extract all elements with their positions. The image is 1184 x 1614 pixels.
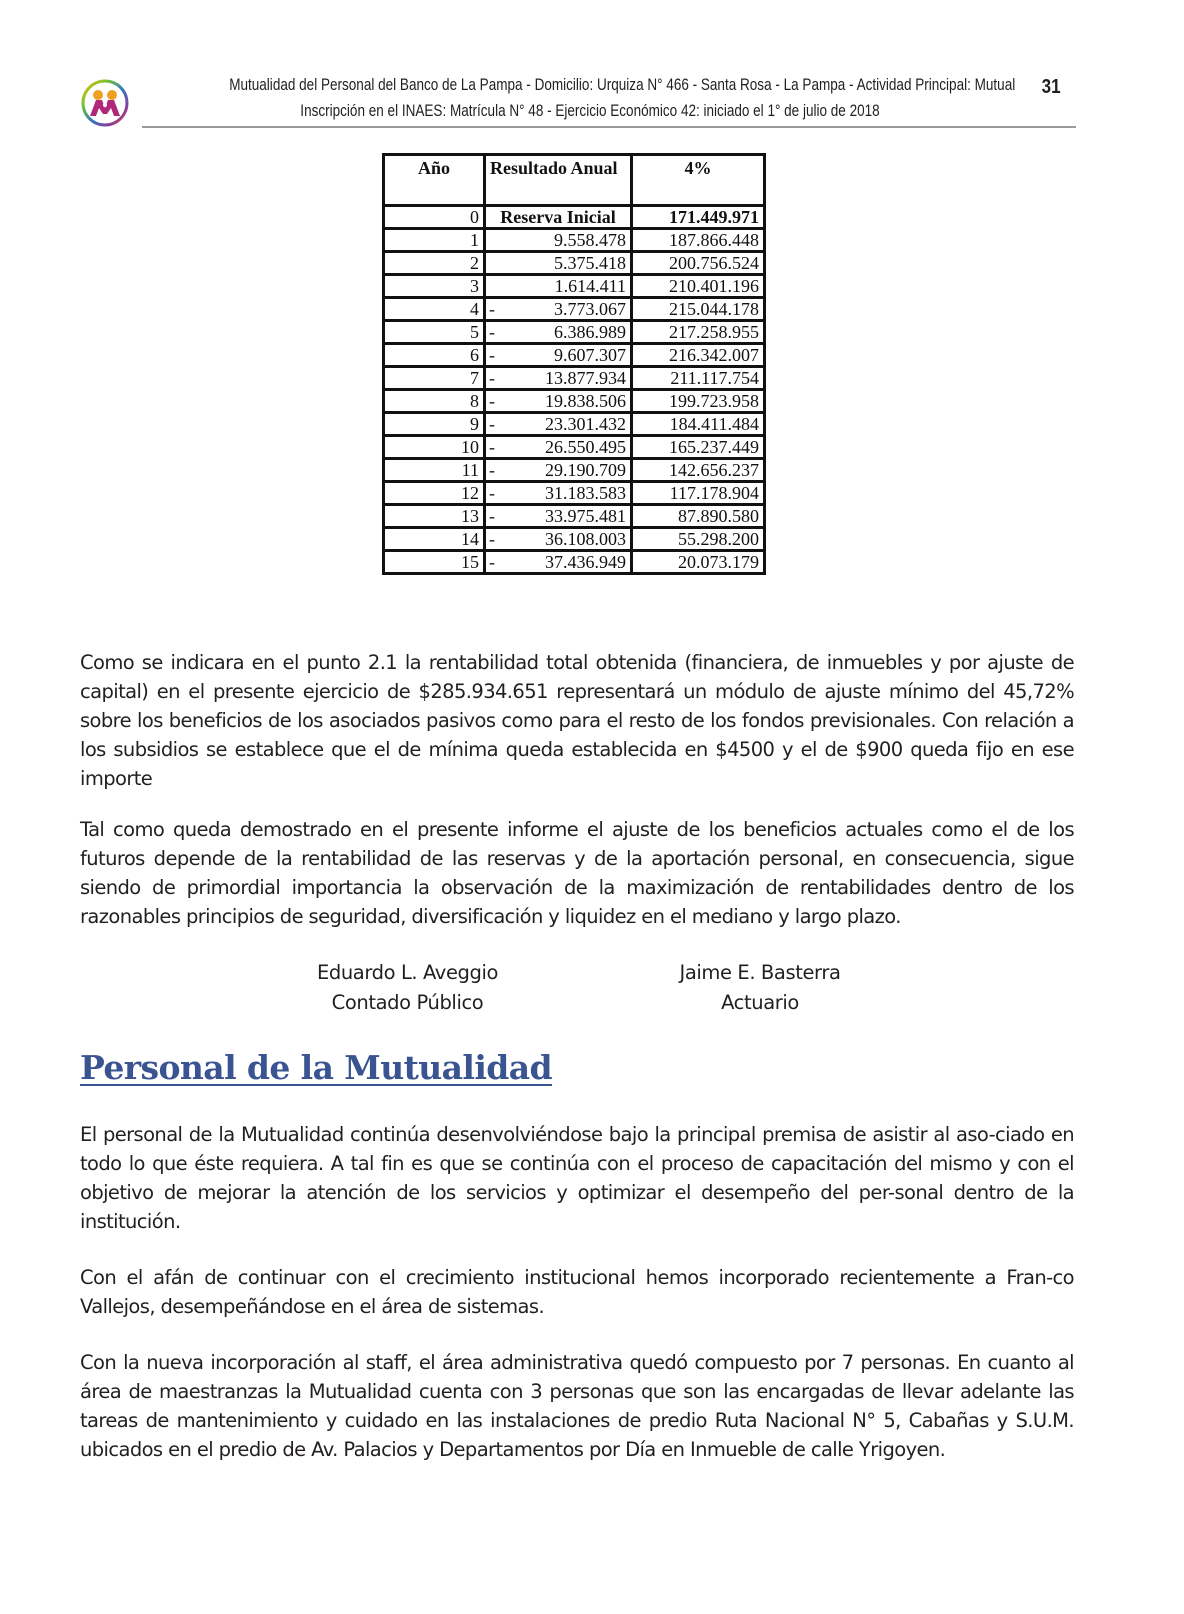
- annual-result-value: 37.436.949: [545, 552, 626, 572]
- year-cell: 3: [384, 275, 485, 298]
- annual-result-value: 29.190.709: [545, 460, 626, 480]
- reserve-value-cell: 217.258.955: [632, 321, 765, 344]
- table-header-row: [384, 155, 765, 206]
- annual-result-cell: [485, 252, 632, 275]
- annual-result-cell: [485, 344, 632, 367]
- table-row: [384, 390, 765, 413]
- signature-block-accountant: [300, 958, 515, 1018]
- negative-sign: -: [489, 391, 495, 411]
- annual-result-cell: [485, 528, 632, 551]
- table-row: [384, 275, 765, 298]
- reserve-value-cell: 142.656.237: [632, 459, 765, 482]
- negative-sign: -: [489, 460, 495, 480]
- signature-name: Jaime E. Basterra: [679, 961, 841, 984]
- reserve-value-cell: 165.237.449: [632, 436, 765, 459]
- annual-result-value: 36.108.003: [545, 529, 626, 549]
- annual-result-value: 1.614.411: [554, 276, 626, 296]
- table-row: [384, 413, 765, 436]
- year-cell: 12: [384, 482, 485, 505]
- year-cell: 11: [384, 459, 485, 482]
- table-row: [384, 436, 765, 459]
- signature-title: Actuario: [721, 991, 799, 1014]
- column-header-annual-result: Resultado Anual: [485, 155, 632, 206]
- reserve-value-cell: 215.044.178: [632, 298, 765, 321]
- annual-result-cell: [485, 413, 632, 436]
- table-row: [384, 229, 765, 252]
- table-row: [384, 459, 765, 482]
- table-row: [384, 344, 765, 367]
- table-row: [384, 551, 765, 574]
- annual-result-value: 26.550.495: [545, 437, 626, 457]
- negative-sign: -: [489, 368, 495, 388]
- year-cell: 10: [384, 436, 485, 459]
- annual-result-value: 33.975.481: [545, 506, 626, 526]
- annual-result-cell: [485, 551, 632, 574]
- annual-result-cell: [485, 321, 632, 344]
- reserve-value-cell: 200.756.524: [632, 252, 765, 275]
- negative-sign: -: [489, 322, 495, 342]
- annual-result-cell: [485, 206, 632, 229]
- negative-sign: -: [489, 483, 495, 503]
- negative-sign: -: [489, 299, 495, 319]
- reserve-value-cell: 55.298.200: [632, 528, 765, 551]
- annual-result-value: 31.183.583: [545, 483, 626, 503]
- annual-result-value: 13.877.934: [545, 368, 626, 388]
- reserve-value-cell: 20.073.179: [632, 551, 765, 574]
- year-cell: 2: [384, 252, 485, 275]
- reserve-value-cell: 199.723.958: [632, 390, 765, 413]
- negative-sign: -: [489, 345, 495, 365]
- table-row: [384, 298, 765, 321]
- section-heading: Personal de la Mutualidad: [80, 1048, 553, 1087]
- year-cell: 15: [384, 551, 485, 574]
- header-registration-line: Inscripción en el INAES: Matrícula N° 48 - Ejercicio Económico 42: iniciado el 1° de julio de 2018: [300, 102, 880, 120]
- annual-result-cell: [485, 505, 632, 528]
- year-cell: 7: [384, 367, 485, 390]
- annual-result-value: 3.773.067: [554, 299, 626, 319]
- mutual-logo-icon: [80, 78, 130, 128]
- annual-result-value: 19.838.506: [545, 391, 626, 411]
- paragraph-new-hire: Con el afán de continuar con el crecimiento institucional hemos incorporado recientemente a Fran-co Vallejos, desempeñándose en el área de sistemas.: [80, 1266, 1074, 1318]
- year-cell: 6: [384, 344, 485, 367]
- signature-title: Contado Público: [331, 991, 484, 1014]
- table-row: [384, 528, 765, 551]
- paragraph-staff-composition: Con la nueva incorporación al staff, el área administrativa quedó compuesto por 7 personas. En cuanto al área de maestranzas la Mutualidad cuenta con 3 personas que son las encargadas de llevar adelante las tareas de mantenimiento y cuidado en las instalaciones de predio Ruta Nacional N° 5, Cabañas y S.U.M. ubicados en el predio de Av. Palacios y Departamentos por Día en Inmueble de calle Yrigoyen.: [80, 1351, 1074, 1461]
- table-row: [384, 482, 765, 505]
- reserve-value-cell: 210.401.196: [632, 275, 765, 298]
- table-row: [384, 252, 765, 275]
- annual-result-cell: [485, 436, 632, 459]
- header-divider: [142, 126, 1076, 128]
- reserve-value-cell: 117.178.904: [632, 482, 765, 505]
- year-cell: 14: [384, 528, 485, 551]
- year-cell: 0: [384, 206, 485, 229]
- year-cell: 4: [384, 298, 485, 321]
- annual-result-cell: [485, 482, 632, 505]
- annual-result-cell: [485, 275, 632, 298]
- negative-sign: -: [489, 552, 495, 572]
- negative-sign: -: [489, 529, 495, 549]
- annual-result-value: 23.301.432: [545, 414, 626, 434]
- negative-sign: -: [489, 506, 495, 526]
- annual-result-cell: [485, 229, 632, 252]
- year-cell: 9: [384, 413, 485, 436]
- reserve-value-cell: 211.117.754: [632, 367, 765, 390]
- reserve-projection-table: [382, 153, 766, 575]
- annual-result-cell: [485, 390, 632, 413]
- paragraph-rentabilidad: Como se indicara en el punto 2.1 la rentabilidad total obtenida (financiera, de inmuebles y por ajuste de capital) en el presente ejercicio de $285.934.651 representará un módulo de ajuste mínimo del 45,72% sobre los beneficios de los asociados pasivos como para el resto de los fondos previsionales. Con relación a los subsidios se establece que el de mínima queda establecida en $4500 y el de $900 queda fijo en ese importe: [80, 651, 1074, 790]
- annual-result-value: Reserva Inicial: [500, 207, 616, 227]
- annual-result-value: 5.375.418: [554, 253, 626, 273]
- reserve-value-cell: 184.411.484: [632, 413, 765, 436]
- reserve-value-cell: 171.449.971: [632, 206, 765, 229]
- annual-result-cell: [485, 298, 632, 321]
- header-organization-line: Mutualidad del Personal del Banco de La Pampa - Domicilio: Urquiza N° 466 - Santa Rosa - La Pampa - Actividad Principal: Mutual: [229, 76, 1016, 94]
- reserve-projection-table-container: [382, 153, 766, 575]
- reserve-value-cell: 187.866.448: [632, 229, 765, 252]
- annual-result-value: 9.607.307: [554, 345, 626, 365]
- paragraph-conclusion: Tal como queda demostrado en el presente informe el ajuste de los beneficios actuales como el de los futuros depende de la rentabilidad de las reservas y de la aportación personal, en consecuencia, sigue siendo de primordial importancia la observación de la maximización de rentabilidades dentro de los razonables principios de seguridad, diversificación y liquidez en el mediano y largo plazo.: [80, 818, 1074, 928]
- table-row: [384, 367, 765, 390]
- paragraph-personal: El personal de la Mutualidad continúa desenvolviéndose bajo la principal premisa de asistir al aso-ciado en todo lo que éste requiera. A tal fin es que se continúa con el proceso de capacitación del mismo y con el objetivo de mejorar la atención de los servicios y optimizar el desempeño del per-sonal dentro de la institución.: [80, 1123, 1074, 1233]
- year-cell: 13: [384, 505, 485, 528]
- reserve-value-cell: 216.342.007: [632, 344, 765, 367]
- table-body: [384, 206, 765, 574]
- column-header-year: Año: [384, 155, 485, 206]
- annual-result-cell: [485, 459, 632, 482]
- year-cell: 8: [384, 390, 485, 413]
- table-row: [384, 206, 765, 229]
- signature-name: Eduardo L. Aveggio: [316, 961, 499, 984]
- negative-sign: -: [489, 414, 495, 434]
- page-header: [0, 0, 1184, 140]
- negative-sign: -: [489, 437, 495, 457]
- year-cell: 1: [384, 229, 485, 252]
- annual-result-cell: [485, 367, 632, 390]
- year-cell: 5: [384, 321, 485, 344]
- column-header-4-percent: 4%: [632, 155, 765, 206]
- annual-result-value: 9.558.478: [554, 230, 626, 250]
- table-row: [384, 321, 765, 344]
- reserve-value-cell: 87.890.580: [632, 505, 765, 528]
- annual-result-value: 6.386.989: [554, 322, 626, 342]
- table-row: [384, 505, 765, 528]
- page-number: 31: [1041, 76, 1061, 98]
- signature-block-actuary: [660, 958, 860, 1018]
